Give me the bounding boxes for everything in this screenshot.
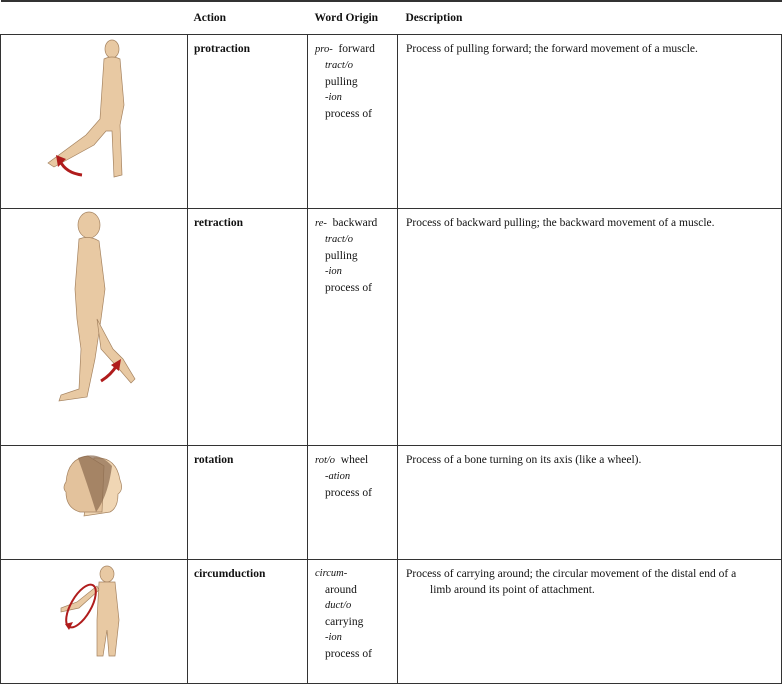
origin-meaning: around (325, 584, 357, 596)
origin-prefix: -ation (325, 471, 351, 482)
description-cell (398, 209, 782, 446)
origin-meaning: process of (325, 282, 372, 294)
origin-prefix: rot/o (315, 455, 336, 466)
origin-meaning: process of (325, 487, 372, 499)
word-origin-cell (308, 209, 398, 446)
table-row (1, 560, 782, 684)
image-cell (1, 209, 188, 446)
origin-prefix: re- (315, 218, 327, 229)
origin-prefix: -ion (325, 632, 342, 643)
action-cell: protraction (188, 35, 308, 209)
word-origin-cell (308, 446, 398, 560)
header-row (1, 1, 782, 35)
origin-meaning: pulling (325, 250, 358, 262)
word-origin-cell (308, 35, 398, 209)
image-cell (1, 560, 188, 684)
description-cell (398, 560, 782, 684)
arm-circumduction-figure (49, 560, 139, 660)
origin-meaning: forward (338, 43, 375, 55)
origin-prefix: tract/o (325, 234, 353, 245)
action-cell: retraction (188, 209, 308, 446)
word-origin-cell (308, 560, 398, 684)
origin-prefix: duct/o (325, 600, 352, 611)
header-action: Action (188, 1, 308, 35)
description-text: limb around its point of attachment. (430, 584, 595, 596)
leg-protraction-figure (34, 35, 154, 185)
description-cell (398, 446, 782, 560)
image-cell (1, 35, 188, 209)
header-description: Description (398, 1, 782, 35)
origin-meaning: pulling (325, 76, 358, 88)
origin-meaning: backward (332, 217, 378, 229)
action-cell: rotation (188, 446, 308, 560)
origin-prefix: -ion (325, 92, 342, 103)
header-image (1, 1, 188, 35)
header-word-origin: Word Origin (308, 1, 398, 35)
description-text: Process of pulling forward; the forward movement of a muscle. (406, 43, 698, 55)
action-cell: circumduction (188, 560, 308, 684)
origin-meaning: carrying (325, 616, 364, 628)
image-cell (1, 446, 188, 560)
origin-meaning: process of (325, 648, 372, 660)
table-row (1, 446, 782, 560)
leg-retraction-figure (39, 209, 149, 409)
description-text: Process of carrying around; the circular movement of the distal end of a (406, 568, 737, 580)
description-text: Process of backward pulling; the backward movement of a muscle. (406, 217, 715, 229)
table-row (1, 209, 782, 446)
origin-prefix: pro- (315, 44, 333, 55)
origin-prefix: circum- (315, 568, 348, 579)
table-row (1, 35, 782, 209)
head-rotation-figure (54, 446, 134, 526)
origin-prefix: tract/o (325, 60, 353, 71)
origin-meaning: wheel (340, 454, 369, 466)
description-text: Process of a bone turning on its axis (like a wheel). (406, 454, 642, 466)
origin-meaning: process of (325, 108, 372, 120)
origin-prefix: -ion (325, 266, 342, 277)
description-cell (398, 35, 782, 209)
